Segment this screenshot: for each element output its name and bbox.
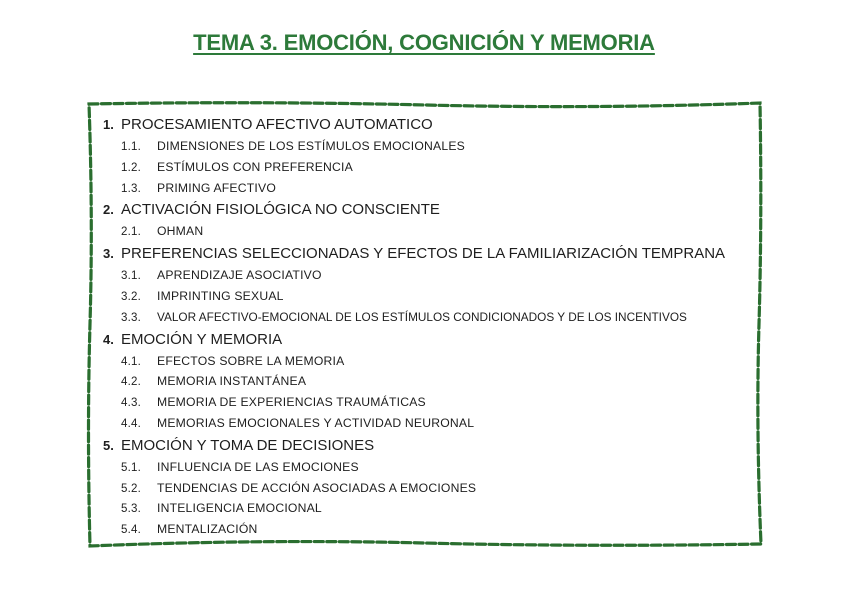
subsection-number: 5.4. — [121, 524, 141, 537]
subsection-number: 3.3. — [121, 311, 141, 324]
section-number: 2. — [103, 202, 114, 218]
table-of-contents — [103, 113, 753, 540]
section-title: ACTIVACIÓN FISIOLÓGICA NO CONSCIENTE — [121, 201, 440, 219]
subsection-number: 5.3. — [121, 503, 141, 516]
subsection-title: APRENDIZAJE ASOCIATIVO — [157, 268, 322, 283]
subsection-item[interactable] — [103, 351, 753, 372]
subsection-number: 1.3. — [121, 182, 141, 195]
section-2 — [103, 198, 753, 242]
subsection-number: 3.1. — [121, 270, 141, 283]
subsection-item[interactable] — [103, 136, 753, 157]
section-title: EMOCIÓN Y TOMA DE DECISIONES — [121, 436, 375, 454]
subsection-title: VALOR AFECTIVO-EMOCIONAL DE LOS ESTÍMULOS CONDICIONADOS Y DE LOS INCENTIVOS — [157, 309, 687, 324]
subsection-number: 1.2. — [121, 161, 141, 174]
section-number: 5. — [103, 437, 114, 453]
page-title: TEMA 3. EMOCIÓN, COGNICIÓN Y MEMORIA — [193, 30, 655, 55]
subsection-item[interactable] — [103, 457, 753, 478]
subsection-title: MEMORIAS EMOCIONALES Y ACTIVIDAD NEURONAL — [157, 415, 475, 430]
subsection-title: ESTÍMULOS CON PREFERENCIA — [157, 159, 353, 174]
subsection-item[interactable] — [103, 178, 753, 199]
section-heading[interactable] — [103, 198, 753, 221]
subsection-item[interactable] — [103, 286, 753, 307]
section-title: EMOCIÓN Y MEMORIA — [121, 330, 283, 348]
subsection-item[interactable] — [103, 307, 753, 328]
subsection-number: 2.1. — [121, 226, 141, 239]
subsection-title: OHMAN — [157, 224, 204, 239]
subsection-number: 3.2. — [121, 290, 141, 303]
section-heading[interactable] — [103, 434, 753, 457]
subsection-number: 5.2. — [121, 482, 141, 495]
subsection-title: MEMORIA INSTANTÁNEA — [157, 374, 307, 389]
subsection-title: INFLUENCIA DE LAS EMOCIONES — [157, 459, 359, 474]
subsection-item[interactable] — [103, 371, 753, 392]
section-5 — [103, 434, 753, 540]
section-heading[interactable] — [103, 328, 753, 351]
subsection-title: EFECTOS SOBRE LA MEMORIA — [157, 353, 345, 368]
subsection-title: IMPRINTING SEXUAL — [157, 288, 284, 303]
subsection-number: 4.4. — [121, 417, 141, 430]
subsection-item[interactable] — [103, 519, 753, 540]
subsection-title: TENDENCIAS DE ACCIÓN ASOCIADAS A EMOCIONES — [157, 480, 477, 495]
subsection-item[interactable] — [103, 413, 753, 434]
section-heading[interactable] — [103, 113, 753, 136]
subsection-item[interactable] — [103, 221, 753, 242]
section-title: PREFERENCIAS SELECCIONADAS Y EFECTOS DE LA FAMILIARIZACIÓN TEMPRANA — [121, 245, 726, 263]
subsection-title: PRIMING AFECTIVO — [157, 180, 276, 195]
section-4 — [103, 328, 753, 434]
section-1 — [103, 113, 753, 198]
subsection-title: MEMORIA DE EXPERIENCIAS TRAUMÁTICAS — [157, 395, 426, 410]
subsection-item[interactable] — [103, 392, 753, 413]
subsection-item[interactable] — [103, 478, 753, 499]
section-number: 1. — [103, 117, 114, 132]
section-title: PROCESAMIENTO AFECTIVO AUTOMATICO — [121, 116, 433, 133]
subsection-number: 4.3. — [121, 397, 141, 410]
subsection-item[interactable] — [103, 157, 753, 178]
subsection-number: 5.1. — [121, 461, 141, 474]
subsection-title: INTELIGENCIA EMOCIONAL — [157, 501, 322, 516]
subsection-item[interactable] — [103, 498, 753, 519]
subsection-item[interactable] — [103, 265, 753, 286]
subsection-number: 4.1. — [121, 355, 141, 368]
section-number: 4. — [103, 331, 114, 347]
subsection-number: 1.1. — [121, 141, 141, 153]
section-heading[interactable] — [103, 242, 753, 265]
subsection-number: 4.2. — [121, 376, 141, 389]
section-number: 3. — [103, 246, 114, 262]
section-3 — [103, 242, 753, 327]
subsection-title: DIMENSIONES DE LOS ESTÍMULOS EMOCIONALES — [157, 139, 466, 153]
subsection-title: MENTALIZACIÓN — [157, 522, 258, 537]
